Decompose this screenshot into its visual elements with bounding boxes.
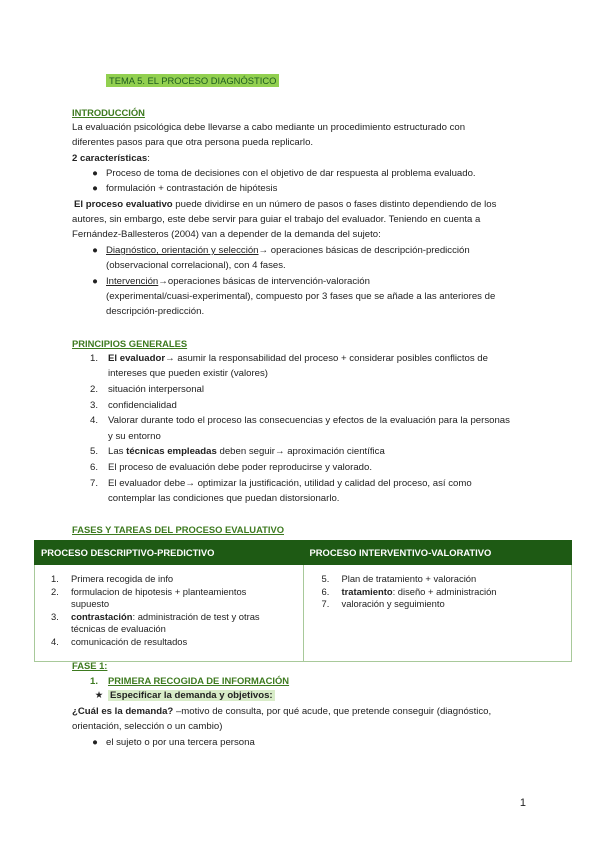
bullet-dot-icon: ●	[92, 168, 98, 179]
fase1-sub-number: 1.	[90, 676, 99, 687]
intro-bullet-1	[84, 167, 476, 180]
demanda-bullet	[84, 736, 255, 749]
principio-number: 4.	[90, 415, 99, 426]
principio-number: 2.	[90, 384, 99, 395]
col-header-descriptivo: PROCESO DESCRIPTIVO-PREDICTIVO	[35, 541, 304, 565]
principio-bold: El evaluador	[108, 353, 166, 364]
principio-text: El proceso de evaluación debe poder reproducirse y valorado.	[108, 462, 372, 473]
principios-heading: PRINCIPIOS GENERALES	[72, 338, 188, 349]
principio-7-continued: contemplar las condiciones que puedan distorsionarlo.	[108, 493, 340, 504]
fases-table-body-row	[35, 565, 572, 662]
fase-item-text: : diseño + administración	[392, 585, 497, 597]
fase-item-text: formulacion de hipotesis + planteamientos	[71, 585, 247, 597]
fase-item-2-continued: supuesto	[71, 598, 110, 610]
diagnostico-bullet	[84, 244, 470, 257]
principio-text: → asumir la responsabilidad del proceso + considerar posibles conflictos de	[165, 353, 488, 364]
fases-table-header-row	[35, 541, 572, 565]
intervencion-line-2: (experimental/cuasi-experimental), compuesto por 3 fases que se añade a las anteriores de	[106, 291, 496, 302]
principio-6	[90, 461, 372, 474]
fase1-sub-title: PRIMERA RECOGIDA DE INFORMACIÓN	[108, 675, 290, 686]
fase-item-bold: tratamiento	[341, 585, 393, 597]
col-header-interventivo: PROCESO INTERVENTIVO-VALORATIVO	[303, 541, 572, 565]
fase-item-4: 4. comunicación de resultados	[51, 635, 188, 647]
proceso-evaluativo-line-3: Fernández-Ballesteros (2004) van a depender de la demanda del sujeto:	[72, 229, 381, 240]
principio-number: 3.	[90, 400, 99, 411]
principio-text: situación interpersonal	[108, 384, 204, 395]
fase-item-7: 7. valoración y seguimiento	[321, 598, 445, 610]
demanda-star-text: Especificar la demanda y objetivos:	[110, 690, 273, 701]
intro-paragraph-line-2: diferentes pasos para que otra persona pueda replicarlo.	[72, 137, 314, 148]
intervencion-line-3: descripción-predicción.	[106, 306, 205, 317]
demanda-star-item	[90, 689, 275, 702]
bullet-dot-icon: ●	[92, 183, 98, 194]
proceso-evaluativo-line-1	[74, 198, 496, 211]
principio-text: confidencialidad	[108, 400, 177, 411]
interventivo-cell	[303, 565, 572, 662]
principio-number: 6.	[90, 462, 99, 473]
document-title: TEMA 5. EL PROCESO DIAGNÓSTICO	[106, 74, 279, 87]
fases-table	[34, 540, 572, 662]
page-number: 1	[519, 797, 526, 809]
fase-item-1: 1. Primera recogida de info	[51, 573, 174, 584]
descriptivo-cell	[35, 565, 304, 662]
demanda-question-bold: ¿Cuál es la demanda?	[72, 706, 174, 717]
caracteristicas-label	[72, 152, 150, 165]
principio-number: 7.	[90, 478, 99, 489]
intro-heading: INTRODUCCIÓN	[72, 107, 145, 118]
fase-item-text: : administración de test y otras	[132, 610, 260, 622]
intro-paragraph-line-1: La evaluación psicológica debe llevarse a cabo mediante un procedimiento estructurado con	[72, 122, 466, 133]
demanda-bullet-text: el sujeto o por una tercera persona	[106, 737, 255, 748]
principio-1-continued: intereses que pueden existir (valores)	[108, 368, 268, 379]
proceso-evaluativo-line-2: autores, sin embargo, este debe servir para guiar el trabajo del evaluador. Teniendo en cuenta a	[72, 214, 481, 225]
fase-item-text: valoración y seguimiento	[341, 598, 445, 610]
diagnostico-underlined: Diagnóstico, orientación y selección	[106, 245, 259, 256]
bullet-dot-icon: ●	[92, 245, 98, 256]
intro-bullet-2	[84, 182, 277, 195]
principio-4-continued: y su entorno	[108, 431, 161, 442]
fase-item-3: 3. contrastación: administración de test y otras	[51, 610, 260, 622]
fase-item-3-continued: técnicas de evaluación	[71, 623, 166, 635]
principio-prefix: Las	[108, 446, 127, 457]
principio-1	[90, 352, 488, 365]
fase-item-5: 5. Plan de tratamiento + valoración	[321, 573, 477, 584]
intro-bullet-2-text: formulación + contrastación de hipótesis	[106, 183, 278, 194]
bullet-dot-icon: ●	[92, 276, 98, 287]
bullet-dot-icon: ●	[92, 737, 98, 748]
principio-text: El evaluador debe→ optimizar la justificación, utilidad y calidad del proceso, así como	[108, 478, 472, 489]
fase-item-text: Plan de tratamiento + valoración	[341, 573, 477, 584]
demanda-question-line-1	[72, 705, 491, 718]
principio-5	[90, 445, 385, 458]
intervencion-rest: →operaciones básicas de intervención-valoración	[158, 276, 370, 287]
principio-number: 1.	[90, 353, 99, 364]
fase-item-text: Primera recogida de info	[71, 573, 174, 584]
diagnostico-line-2: (observacional correlacional), con 4 fases.	[106, 260, 286, 271]
fases-heading: FASES Y TAREAS DEL PROCESO EVALUATIVO	[72, 524, 285, 535]
principio-4	[90, 414, 510, 427]
principio-number: 5.	[90, 446, 99, 457]
proceso-evaluativo-text: puede dividirse en un número de pasos o fases distinto dependiendo de los	[172, 199, 497, 210]
fase-item-2: 2. formulacion de hipotesis + planteamientos	[51, 585, 247, 597]
principio-text: Valorar durante todo el proceso las consecuencias y efectos de la evaluación para la personas	[108, 415, 510, 426]
principio-text: deben seguir→ aproximación científica	[216, 446, 385, 457]
demanda-question-line-2: orientación, selección o un cambio)	[72, 721, 223, 732]
principio-3	[90, 399, 177, 412]
fase-item-text: comunicación de resultados	[71, 635, 188, 647]
fase-item-6: 6. tratamiento: diseño + administración	[321, 585, 497, 597]
principio-7	[90, 477, 472, 490]
fase-item-bold: contrastación	[71, 610, 133, 622]
fase1-subheading	[90, 674, 289, 688]
diagnostico-rest: → operaciones básicas de descripción-predicción	[258, 245, 470, 256]
fase1-heading: FASE 1:	[72, 660, 108, 671]
principio-bold: técnicas empleadas	[126, 446, 217, 457]
intro-bullet-1-text: Proceso de toma de decisiones con el objetivo de dar respuesta al problema evaluado.	[106, 168, 476, 179]
caracteristicas-bold: 2 características	[72, 153, 148, 164]
caracteristicas-colon: :	[147, 153, 150, 164]
intervencion-underlined: Intervención	[106, 276, 159, 287]
principio-2	[90, 383, 204, 396]
proceso-evaluativo-bold: El proceso evaluativo	[74, 199, 173, 210]
demanda-question-text: –motivo de consulta, por qué acude, que pretende conseguir (diagnóstico,	[173, 706, 492, 717]
intervencion-bullet	[84, 275, 370, 288]
star-icon: ★	[94, 690, 104, 701]
